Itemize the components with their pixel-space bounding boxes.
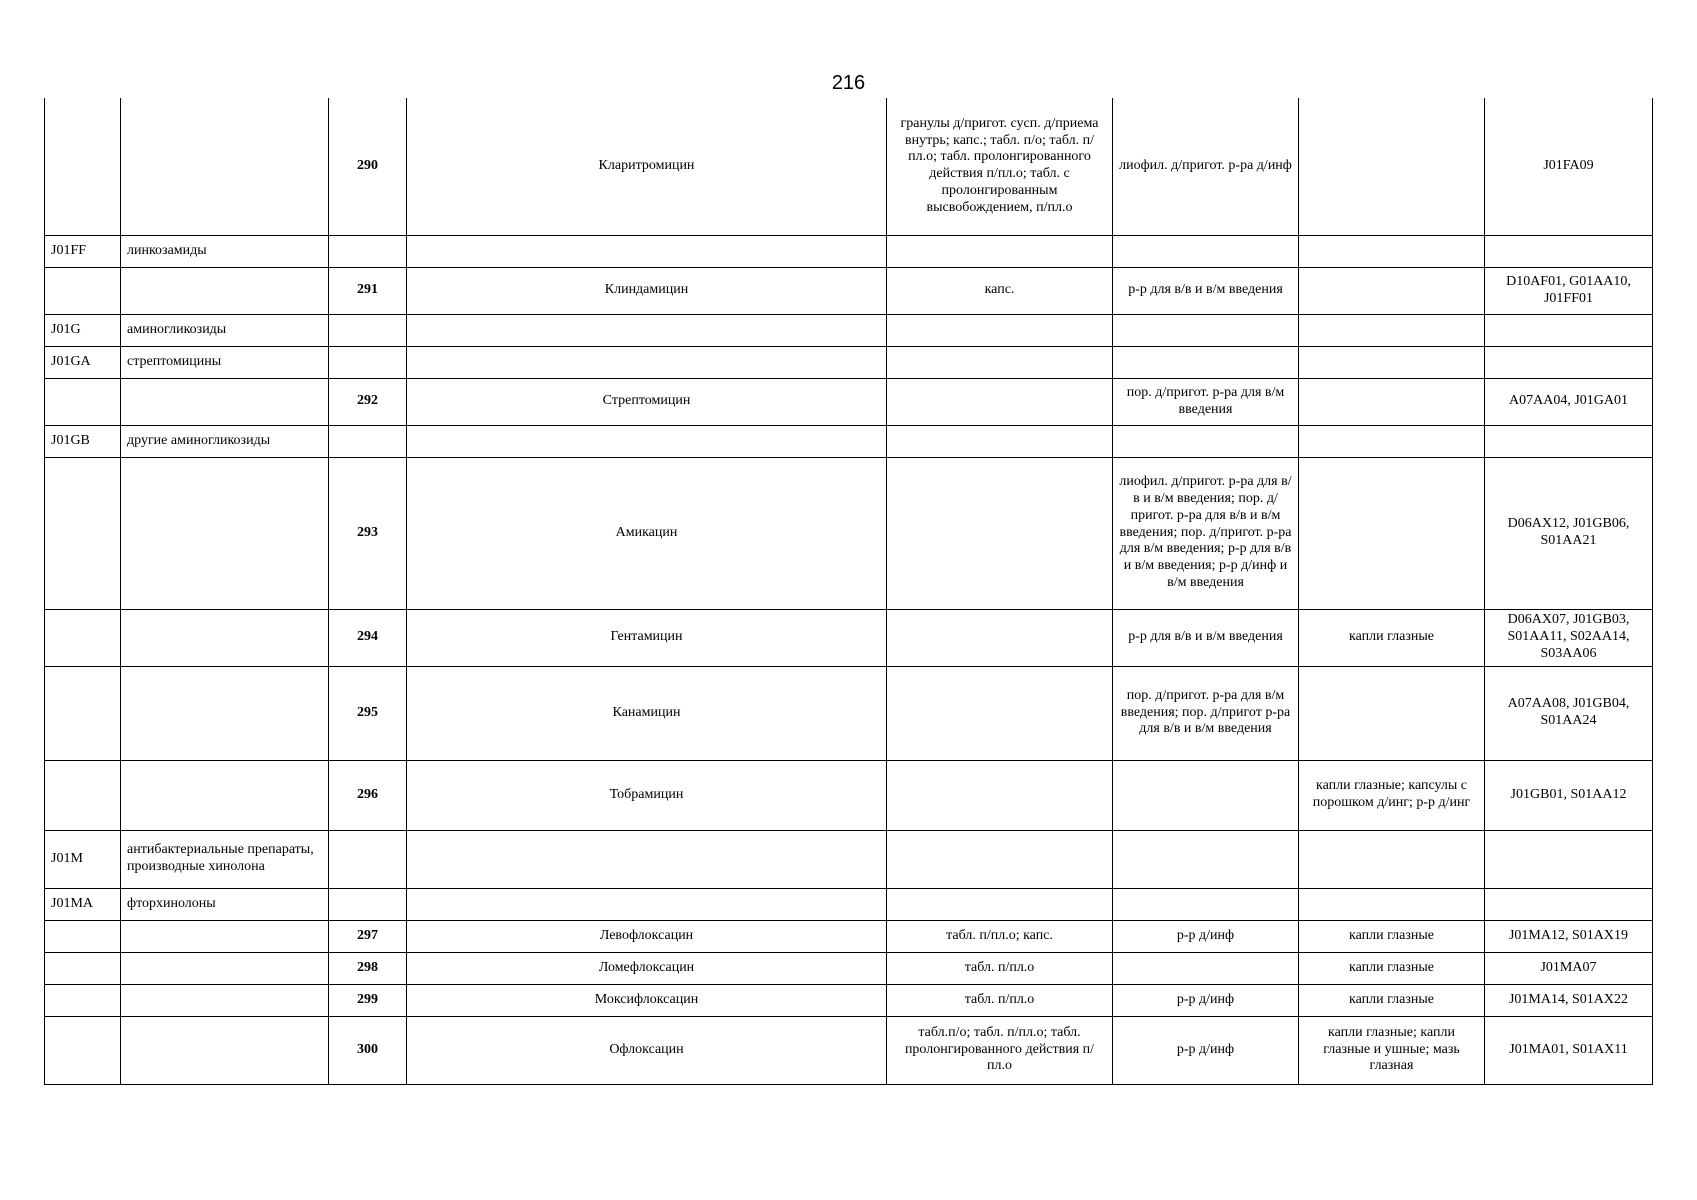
table-row (45, 888, 1653, 920)
atc-codes (1485, 888, 1653, 920)
table-row (45, 346, 1653, 378)
drug-name (407, 346, 887, 378)
dosage-form-oral (887, 314, 1113, 346)
dosage-form-oral (887, 830, 1113, 888)
atc-codes: D10AF01, G01AA10, J01FF01 (1485, 267, 1653, 314)
item-number: 293 (329, 457, 407, 609)
dosage-form-oral (887, 760, 1113, 830)
table-row (45, 760, 1653, 830)
atc-group-code: J01MA (45, 888, 121, 920)
dosage-form-oral (887, 425, 1113, 457)
table-row (45, 267, 1653, 314)
atc-codes: J01MA01, S01AX11 (1485, 1016, 1653, 1084)
dosage-form-oral (887, 888, 1113, 920)
atc-codes: J01MA12, S01AX19 (1485, 920, 1653, 952)
dosage-form-oral: табл. п/пл.о; капс. (887, 920, 1113, 952)
atc-group-name (121, 1016, 329, 1084)
item-number: 298 (329, 952, 407, 984)
atc-codes: J01GB01, S01AA12 (1485, 760, 1653, 830)
dosage-form-other: капли глазные (1299, 952, 1485, 984)
table-row (45, 378, 1653, 425)
item-number: 291 (329, 267, 407, 314)
table-row (45, 830, 1653, 888)
atc-codes (1485, 314, 1653, 346)
item-number (329, 888, 407, 920)
dosage-form-injection (1113, 346, 1299, 378)
dosage-form-injection: р-р д/инф (1113, 984, 1299, 1016)
atc-group-name: другие аминогликозиды (121, 425, 329, 457)
atc-group-code: J01GA (45, 346, 121, 378)
dosage-form-injection (1113, 830, 1299, 888)
atc-group-code (45, 760, 121, 830)
dosage-form-oral: табл. п/пл.о (887, 952, 1113, 984)
atc-group-code (45, 920, 121, 952)
item-number: 296 (329, 760, 407, 830)
atc-codes (1485, 235, 1653, 267)
dosage-form-injection: р-р д/инф (1113, 1016, 1299, 1084)
item-number: 295 (329, 666, 407, 760)
atc-group-name (121, 952, 329, 984)
dosage-form-injection: р-р для в/в и в/м введения (1113, 267, 1299, 314)
atc-group-name (121, 609, 329, 666)
dosage-form-other (1299, 666, 1485, 760)
page-number: 216 (831, 72, 866, 94)
item-number: 299 (329, 984, 407, 1016)
dosage-form-injection (1113, 760, 1299, 830)
drug-name (407, 830, 887, 888)
table-row (45, 920, 1653, 952)
drug-name (407, 235, 887, 267)
atc-codes (1485, 425, 1653, 457)
item-number: 294 (329, 609, 407, 666)
atc-group-name (121, 267, 329, 314)
table-row (45, 1016, 1653, 1084)
item-number: 290 (329, 98, 407, 235)
atc-group-code (45, 1016, 121, 1084)
atc-group-code: J01GB (45, 425, 121, 457)
dosage-form-injection: р-р для в/в и в/м введения (1113, 609, 1299, 666)
table-row (45, 952, 1653, 984)
atc-group-name (121, 760, 329, 830)
dosage-form-injection (1113, 888, 1299, 920)
atc-group-code (45, 378, 121, 425)
drug-name: Тобрамицин (407, 760, 887, 830)
dosage-form-other (1299, 888, 1485, 920)
dosage-form-injection: лиофил. д/пригот. р-ра д/инф (1113, 98, 1299, 235)
atc-group-name: фторхинолоны (121, 888, 329, 920)
dosage-form-other (1299, 98, 1485, 235)
item-number (329, 235, 407, 267)
drug-table (44, 98, 1653, 1085)
drug-name: Левофлоксацин (407, 920, 887, 952)
atc-codes: J01MA07 (1485, 952, 1653, 984)
table-row (45, 666, 1653, 760)
dosage-form-other: капли глазные; капли глазные и ушные; мазь глазная (1299, 1016, 1485, 1084)
atc-codes: D06AX07, J01GB03, S01AA11, S02AA14, S03AA06 (1485, 609, 1653, 666)
dosage-form-injection (1113, 314, 1299, 346)
dosage-form-other (1299, 425, 1485, 457)
atc-group-code (45, 952, 121, 984)
dosage-form-other (1299, 378, 1485, 425)
drug-name: Гентамицин (407, 609, 887, 666)
atc-group-name: стрептомицины (121, 346, 329, 378)
drug-name: Канамицин (407, 666, 887, 760)
dosage-form-other: капли глазные (1299, 984, 1485, 1016)
dosage-form-other (1299, 830, 1485, 888)
item-number (329, 830, 407, 888)
table-row (45, 314, 1653, 346)
table-row (45, 98, 1653, 235)
atc-codes: D06AX12, J01GB06, S01AA21 (1485, 457, 1653, 609)
dosage-form-other: капли глазные (1299, 609, 1485, 666)
dosage-form-other (1299, 235, 1485, 267)
atc-codes: J01FA09 (1485, 98, 1653, 235)
item-number (329, 314, 407, 346)
dosage-form-injection (1113, 425, 1299, 457)
dosage-form-oral: капс. (887, 267, 1113, 314)
dosage-form-injection: пор. д/пригот. р-ра для в/м введения; пор. д/пригот р-ра для в/в и в/м введения (1113, 666, 1299, 760)
atc-group-code: J01FF (45, 235, 121, 267)
dosage-form-oral (887, 457, 1113, 609)
atc-group-code (45, 609, 121, 666)
dosage-form-injection (1113, 235, 1299, 267)
table-row (45, 425, 1653, 457)
item-number: 297 (329, 920, 407, 952)
dosage-form-oral (887, 346, 1113, 378)
table-row (45, 984, 1653, 1016)
atc-codes: J01MA14, S01AX22 (1485, 984, 1653, 1016)
drug-name: Ломефлоксацин (407, 952, 887, 984)
atc-group-name (121, 378, 329, 425)
atc-group-name: аминогликозиды (121, 314, 329, 346)
atc-group-name: линкозамиды (121, 235, 329, 267)
atc-group-name (121, 984, 329, 1016)
atc-group-name (121, 666, 329, 760)
dosage-form-other (1299, 457, 1485, 609)
dosage-form-oral: гранулы д/пригот. сусп. д/приема внутрь; капс.; табл. п/о; табл. п/пл.о; табл. пролонгированного действия п/пл.о; табл. с пролонгированным высвобождением, п/пл.о (887, 98, 1113, 235)
atc-codes (1485, 346, 1653, 378)
drug-name: Стрептомицин (407, 378, 887, 425)
atc-group-name (121, 98, 329, 235)
atc-group-name: антибактериальные препараты, производные хинолона (121, 830, 329, 888)
dosage-form-injection (1113, 952, 1299, 984)
atc-group-code (45, 98, 121, 235)
dosage-form-injection: р-р д/инф (1113, 920, 1299, 952)
dosage-form-oral (887, 378, 1113, 425)
atc-codes (1485, 830, 1653, 888)
atc-group-code: J01G (45, 314, 121, 346)
dosage-form-oral (887, 235, 1113, 267)
drug-name (407, 888, 887, 920)
dosage-form-oral: табл. п/пл.о (887, 984, 1113, 1016)
dosage-form-other (1299, 267, 1485, 314)
atc-group-name (121, 457, 329, 609)
drug-name: Клиндамицин (407, 267, 887, 314)
dosage-form-other: капли глазные; капсулы с порошком д/инг; р-р д/инг (1299, 760, 1485, 830)
item-number (329, 346, 407, 378)
atc-group-code (45, 267, 121, 314)
drug-name (407, 314, 887, 346)
item-number: 300 (329, 1016, 407, 1084)
dosage-form-injection: пор. д/пригот. р-ра для в/м введения (1113, 378, 1299, 425)
atc-group-code (45, 984, 121, 1016)
atc-group-code (45, 666, 121, 760)
atc-group-name (121, 920, 329, 952)
dosage-form-other: капли глазные (1299, 920, 1485, 952)
drug-name: Амикацин (407, 457, 887, 609)
atc-group-code: J01M (45, 830, 121, 888)
atc-codes: A07AA08, J01GB04, S01AA24 (1485, 666, 1653, 760)
dosage-form-oral (887, 609, 1113, 666)
dosage-form-other (1299, 346, 1485, 378)
dosage-form-oral (887, 666, 1113, 760)
drug-name: Моксифлоксацин (407, 984, 887, 1016)
dosage-form-other (1299, 314, 1485, 346)
item-number (329, 425, 407, 457)
item-number: 292 (329, 378, 407, 425)
table-row (45, 457, 1653, 609)
table-row (45, 235, 1653, 267)
drug-name: Офлоксацин (407, 1016, 887, 1084)
table-row (45, 609, 1653, 666)
atc-codes: A07AA04, J01GA01 (1485, 378, 1653, 425)
atc-group-code (45, 457, 121, 609)
dosage-form-oral: табл.п/о; табл. п/пл.о; табл. пролонгированного действия п/пл.о (887, 1016, 1113, 1084)
drug-name: Кларитромицин (407, 98, 887, 235)
dosage-form-injection: лиофил. д/пригот. р-ра для в/в и в/м введения; пор. д/пригот. р-ра для в/в и в/м введения; пор. д/пригот. р-ра для в/м введения; р-р для в/в и в/м введения; р-р д/инф и в/м введения (1113, 457, 1299, 609)
drug-name (407, 425, 887, 457)
